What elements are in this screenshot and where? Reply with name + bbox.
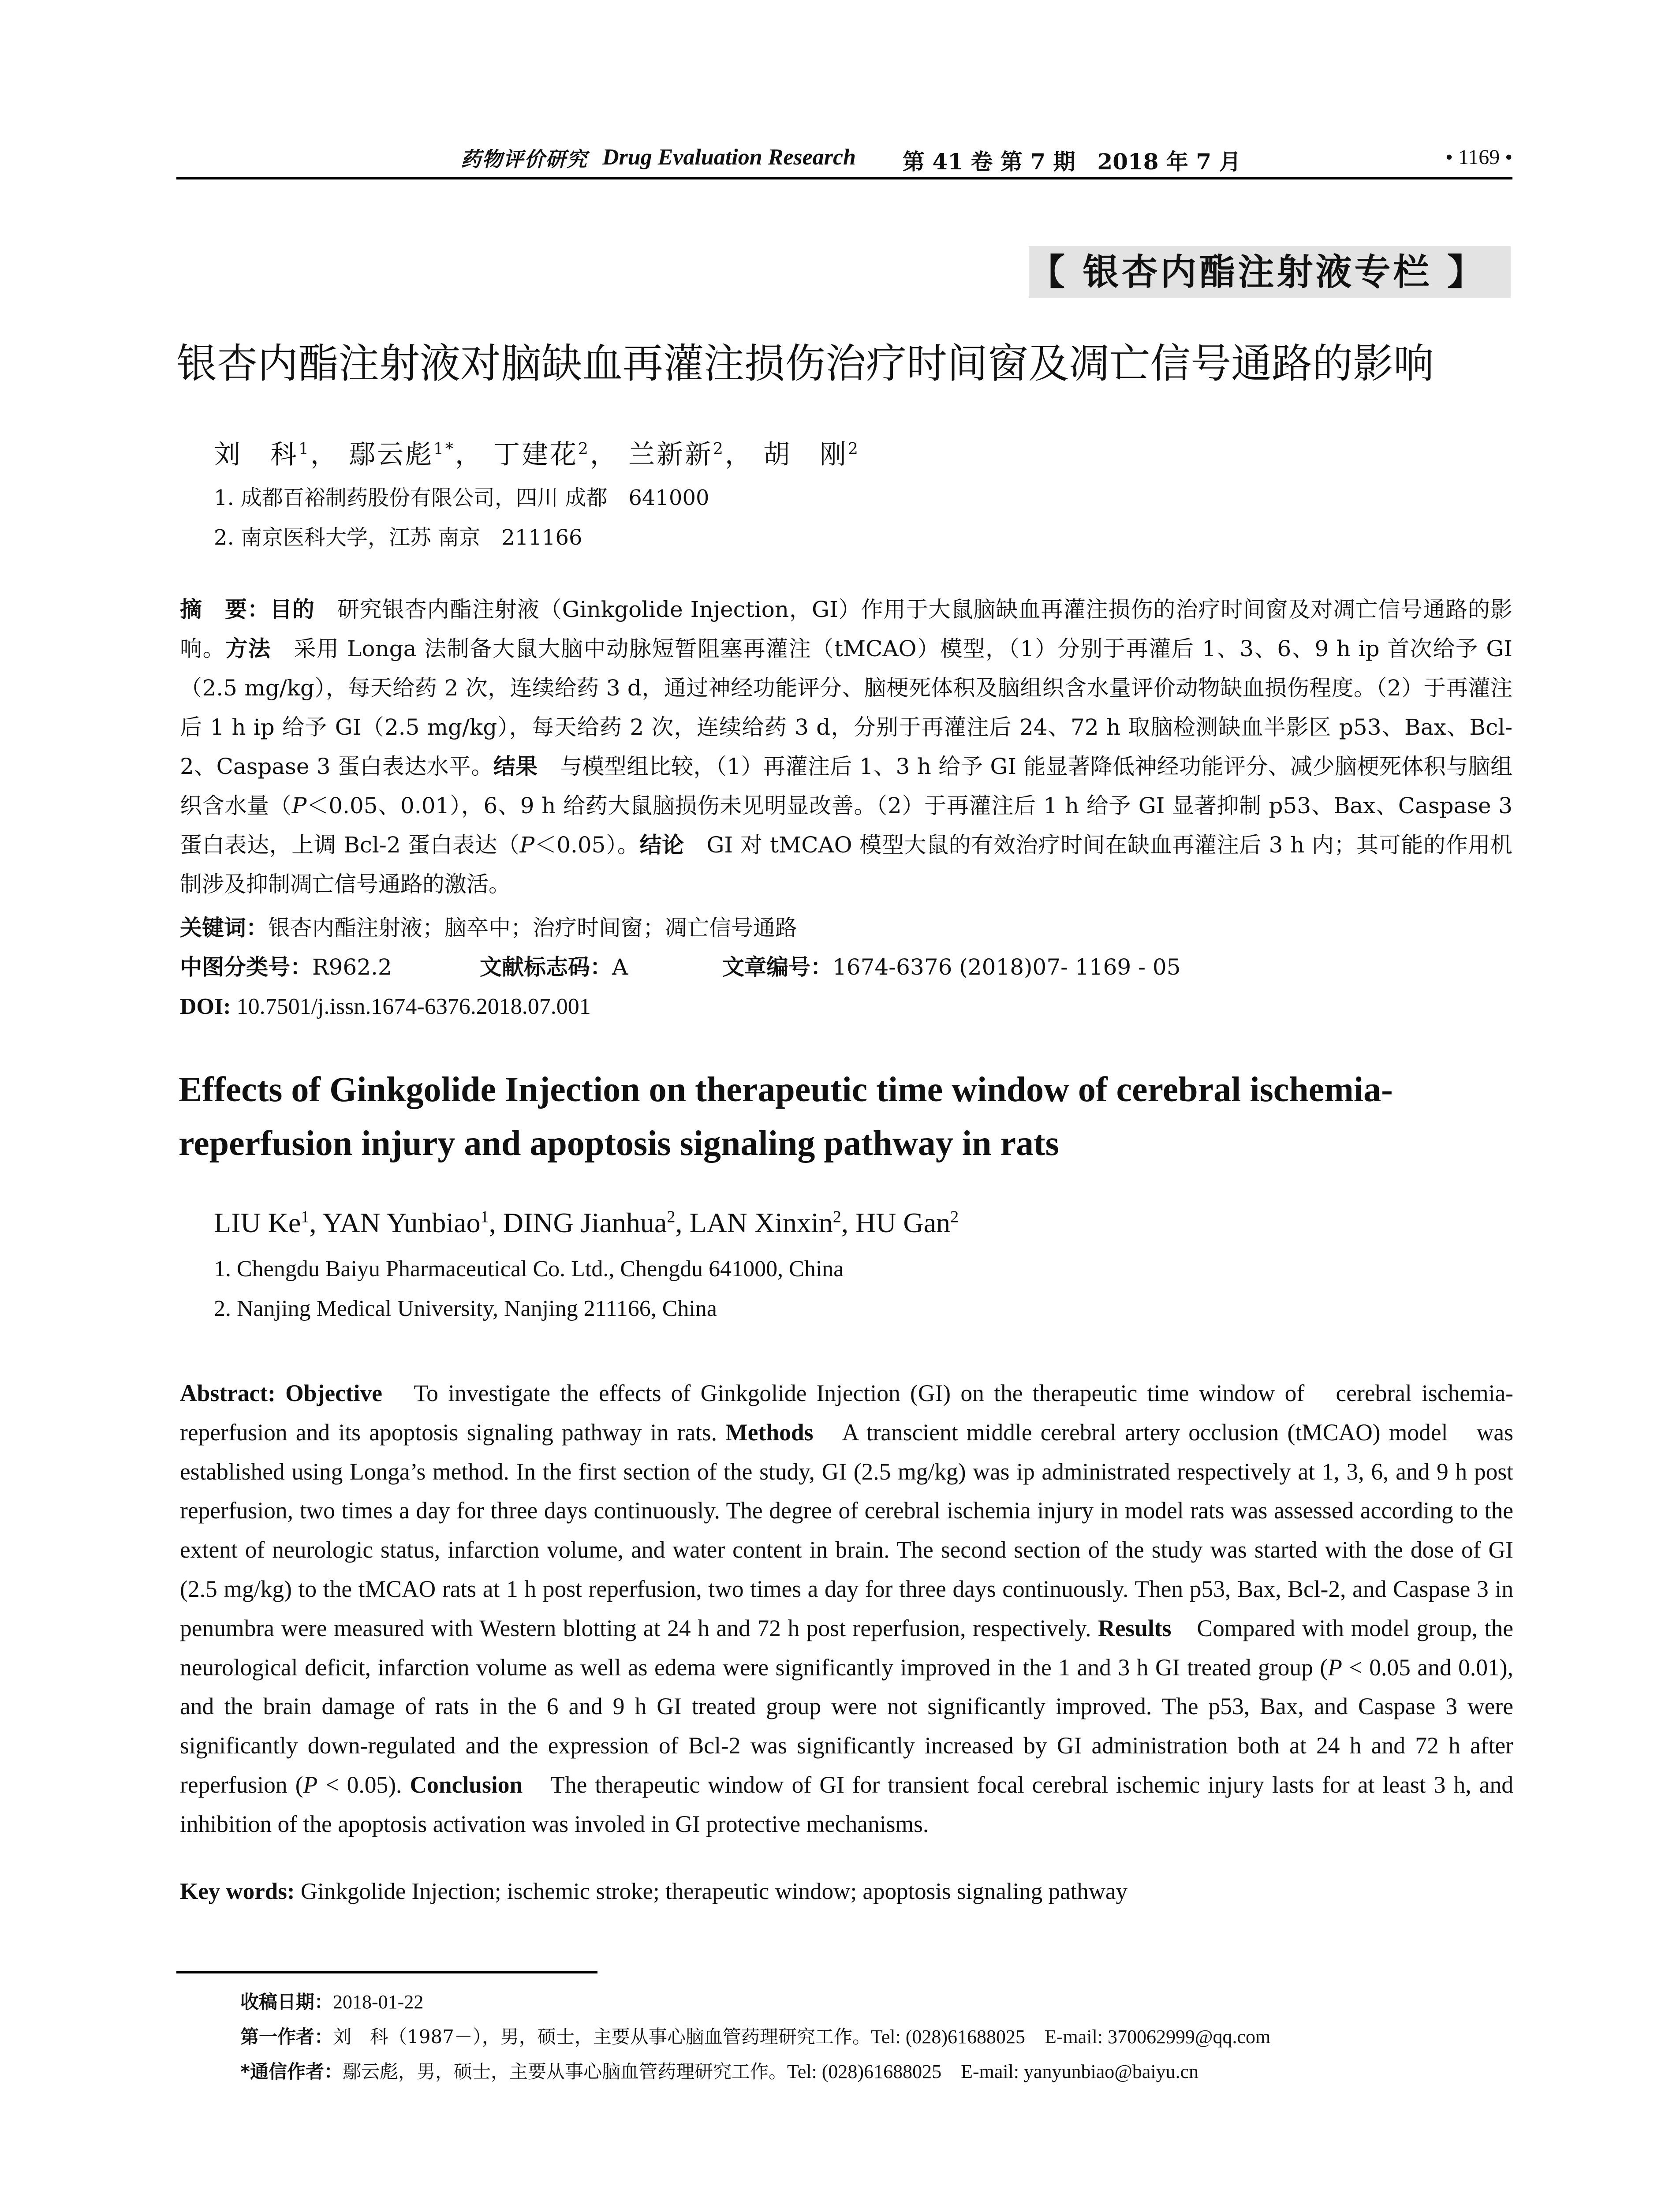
cn-author: 丁建花$^2$ (493, 439, 590, 470)
author-separator: ， (590, 439, 618, 470)
cn-author: 鄢云彪$^{1*}$ (348, 439, 455, 470)
en-author-list (214, 1207, 959, 1239)
corresponding-author-contact: Tel: (028)61688025 E-mail: yanyunbiao@baiyu.cn (787, 2061, 1199, 2082)
objective-text: 研究银杏内酯注射液（Ginkgolide Injection，GI）作用于大鼠脑缺血再灌注损伤的治疗时间窗及对凋亡信号通路的影响。 (180, 597, 1513, 662)
conclusion-label: 结论 (639, 832, 684, 858)
en-author: DING Jianhua$^2$ (503, 1207, 676, 1238)
results-text: Compared with model group, the neurological deficit, infarction volume as well as edema were significantly improved in the 1 and 3 h GI treated group ( (180, 1615, 1514, 1681)
cn-classification-line (180, 948, 1512, 987)
methods-label: 方法 (225, 636, 271, 662)
p-symbol: P (291, 793, 307, 818)
journal-logo: 药物评价研究 (461, 147, 588, 171)
objective-label: 目的 (269, 597, 315, 622)
en-abstract (180, 1374, 1513, 1844)
abstract-label: 摘 要： (180, 597, 270, 622)
cn-author-list (214, 434, 860, 471)
cn-author: 胡 刚$^2$ (763, 439, 860, 470)
conclusion-text: GI 对 tMCAO 模型大鼠的有效治疗时间在缺血再灌注后 3 h 内；其可能的作用机制涉及抑制凋亡信号通路的激活。 (180, 832, 1513, 897)
doi-value[interactable]: 10.7501/j.issn.1674-6376.2018.07.001 (231, 994, 591, 1019)
keywords-label: 关键词： (180, 915, 268, 941)
en-affiliation: 2. Nanjing Medical University, Nanjing 211166, China (214, 1296, 717, 1321)
article-number: 文章编号：1674-6376 (2018)07- 1169 - 05 (722, 954, 1181, 980)
cn-author: 刘 科$^1$ (214, 439, 310, 470)
keywords-text: 银杏内酯注射液；脑卒中；治疗时间窗；凋亡信号通路 (268, 915, 797, 941)
doi-label: DOI: (180, 994, 231, 1019)
running-header (176, 143, 1512, 175)
methods-text: 采用 Longa 法制备大鼠大脑中动脉短暂阻塞再灌注（tMCAO）模型，（1）分别于再灌后 1、3、6、9 h ip 首次给予 GI（2.5 mg/kg），每天给药 2 次，连续给药 3 d，通过神经功能评分、脑梗死体积及脑组织含水量评价动物缺血损伤程度。（2）于再灌注后 1 h ip 给予 GI（2.5 mg/kg），每天给药 2 次，连续给药 3 d，分别于再灌注后 24、72 h 取脑检测缺血半影区 p53、Bax、Bcl-2、Caspase 3 蛋白表达水平。 (180, 636, 1513, 779)
results-text: < 0.05). (317, 1771, 410, 1798)
results-label: 结果 (493, 754, 538, 779)
results-text: < 0.05 and 0.01), and the brain damage of rats in the 6 and 9 h GI treated group were not significantly improved. The p53, Bax, and Caspase 3 were significantly down-regulated and the expression of Bcl-2 was significantly increased by GI administration both at 24 h and 72 h after reperfusion ( (180, 1654, 1513, 1798)
methods-text: A transcient middle cerebral artery occlusion (tMCAO) model was established using Longa’s method. In the first section of the study, GI (2.5 mg/kg) was ip administrated respectively at 1, 3, 6, and 9 h post reperfusion, two times a day for three days continuously. The degree of cerebral ischemia injury in model rats was assessed according to the extent of neurologic status, infarction volume, and water content in brain. The second section of the study was started with the dose of GI (2.5 mg/kg) to the tMCAO rats at 1 h post reperfusion, two times a day for three days continuously. Then p53, Bax, Bcl-2, and Caspase 3 in penumbra were measured with Western blotting at 24 h and 72 h post reperfusion, respectively. (180, 1419, 1513, 1641)
p-symbol: P (1328, 1654, 1342, 1681)
results-label: Results (1098, 1615, 1172, 1641)
footnote-received: 收稿日期：2018-01-22 (240, 1991, 424, 2013)
en-title: Effects of Ginkgolide Injection on therapeutic time window of cerebral ischemia-reperfusion injury and apoptosis signaling pathway in rats (179, 1070, 1393, 1163)
author-separator: , (841, 1207, 855, 1238)
p-symbol: P (303, 1771, 318, 1798)
cn-title: 银杏内酯注射液对脑缺血再灌注损伤治疗时间窗及凋亡信号通路的影响 (176, 340, 1434, 387)
objective-text: To investigate the effects of Ginkgolide Injection (GI) on the therapeutic time window of cerebral ischemia-reperfusion and its apoptosis signaling pathway in rats. (180, 1380, 1513, 1446)
clc-number: 中图分类号：R962.2 (180, 954, 392, 980)
p-symbol: P (519, 832, 535, 858)
objective-label: Objective (275, 1380, 383, 1406)
doi (180, 987, 591, 1026)
column-banner: 【 银杏内酯注射液专栏 】 (1029, 246, 1511, 298)
author-separator: , (309, 1207, 323, 1238)
journal-issue: 第 41 卷 第 7 期 2018 年 7 月 (903, 149, 1241, 175)
footnote-first-author: 第一作者：刘 科（1987－），男，硕士，主要从事心脑血管药理研究工作。Tel: (028)61688025 E-mail: 370062999@qq.com (240, 2026, 1271, 2048)
author-separator: , (489, 1207, 503, 1238)
conclusion-text: The therapeutic window of GI for transient focal cerebral ischemic injury lasts for at least 3 h, and inhibition of the apoptosis activation was involed in GI protective mechanisms. (180, 1771, 1513, 1837)
footnote-corresponding-author: *通信作者：鄢云彪，男，硕士，主要从事心脑血管药理研究工作。Tel: (028)61688025 E-mail: yanyunbiao@baiyu.cn (240, 2061, 1199, 2082)
cn-abstract (180, 590, 1512, 904)
cn-author: 兰新新$^2$ (628, 439, 725, 470)
cn-affiliation: 2. 南京医科大学，江苏 南京 211166 (214, 525, 582, 550)
page-number: • 1169 • (1445, 146, 1512, 169)
header-rule (176, 177, 1512, 179)
author-separator: ， (310, 439, 339, 470)
en-affiliation: 1. Chengdu Baiyu Pharmaceutical Co. Ltd., Chengdu 641000, China (214, 1256, 844, 1282)
results-text: ＜0.05）。 (534, 832, 640, 858)
en-author: LIU Ke$^1$ (214, 1207, 310, 1238)
cn-keywords (180, 908, 1512, 948)
conclusion-label: Conclusion (410, 1771, 523, 1798)
en-author: HU Gan$^2$ (855, 1207, 959, 1238)
en-keywords (180, 1872, 1127, 1911)
results-text: 与模型组比较，（1）再灌注后 1、3 h 给予 GI 能显著降低神经功能评分、减少脑梗死体积与脑组织含水量（ (180, 754, 1513, 818)
keywords-label: Key words: (180, 1879, 295, 1904)
cn-affiliation: 1. 成都百裕制药股份有限公司，四川 成都 641000 (214, 486, 709, 510)
author-separator: ， (455, 439, 483, 470)
author-separator: , (675, 1207, 690, 1238)
keywords-text: Ginkgolide Injection; ischemic stroke; therapeutic window; apoptosis signaling pathway (295, 1879, 1128, 1904)
abstract-label: Abstract: (180, 1380, 276, 1406)
journal-name: Drug Evaluation Research (602, 145, 856, 170)
en-author: LAN Xinxin$^2$ (689, 1207, 841, 1238)
results-text: ＜0.05、0.01），6、9 h 给药大鼠脑损伤未见明显改善。（2）于再灌注后 1 h 给予 GI 显著抑制 p53、Bax、Caspase 3 蛋白表达，上调 Bcl-2 蛋白表达（ (180, 793, 1513, 858)
footnote-rule (176, 1971, 597, 1973)
methods-label: Methods (725, 1419, 814, 1446)
first-author-contact: Tel: (028)61688025 E-mail: 370062999@qq.com (870, 2026, 1271, 2048)
document-code: 文献标志码：A (480, 954, 628, 980)
author-separator: ， (724, 439, 753, 470)
en-author: YAN Yunbiao$^1$ (322, 1207, 489, 1238)
